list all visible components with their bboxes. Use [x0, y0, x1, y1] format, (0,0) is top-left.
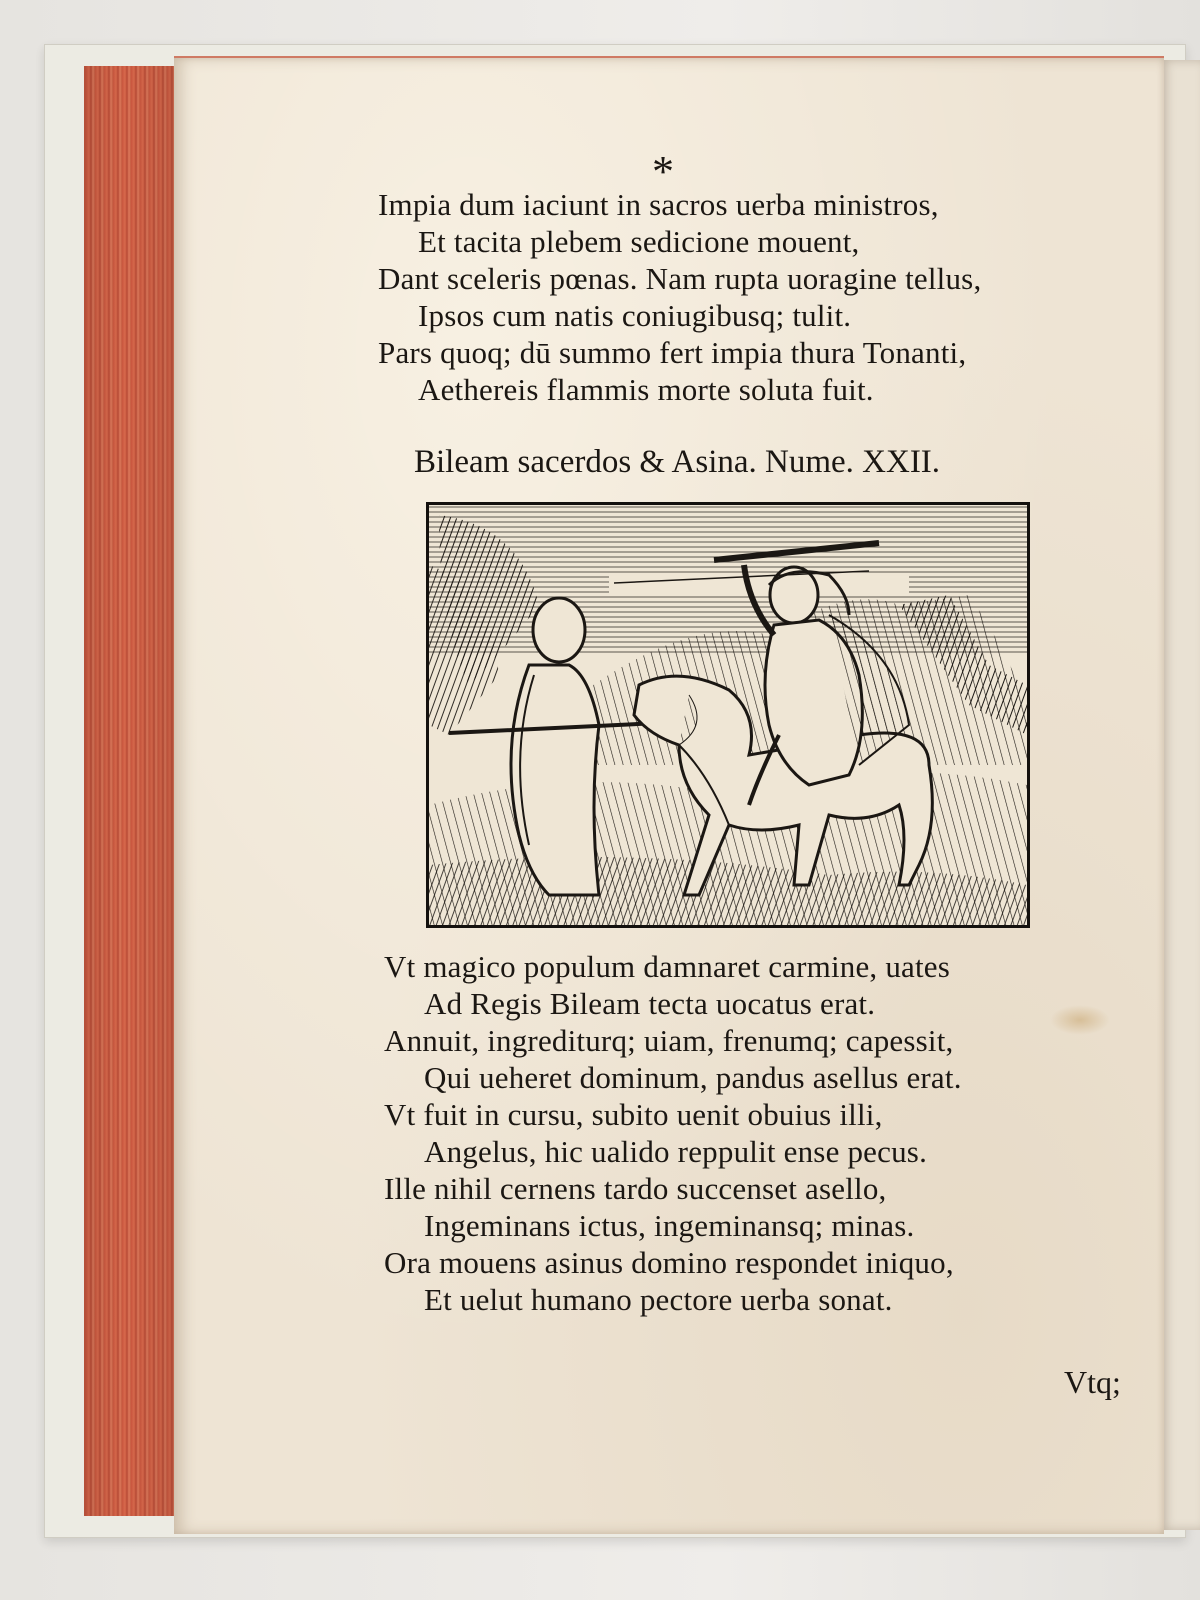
verse-bottom-line: Ad Regis Bileam tecta uocatus erat.: [424, 986, 876, 1021]
section-heading: Bileam sacerdos & Asina. Nume. XXII.: [414, 444, 941, 480]
ornament-asterisk: *: [652, 147, 674, 196]
verse-top-line: Dant sceleris pœnas. Nam rupta uoragine tellus,: [378, 261, 982, 296]
woodcut-picture: [429, 505, 1027, 925]
verse-top-line: Aethereis flammis morte soluta fuit.: [418, 372, 874, 407]
verse-bottom-line: Et uelut humano pectore uerba sonat.: [424, 1282, 893, 1317]
woodcut-illustration: [426, 502, 1030, 928]
verse-bottom-line: Vt fuit in cursu, subito uenit obuius illi,: [384, 1097, 883, 1132]
verse-top-line: Ipsos cum natis coniugibusq; tulit.: [418, 298, 852, 333]
verse-top-line: Impia dum iaciunt in sacros uerba ministros,: [378, 187, 939, 222]
red-page-edges: [84, 66, 186, 1516]
verse-top-line: Pars quoq; dū summo fert impia thura Tonanti,: [378, 335, 967, 370]
facing-page-edge: [1160, 60, 1200, 1530]
verse-bottom: [384, 948, 962, 1318]
verse-bottom-line: Vt magico populum damnaret carmine, uates: [384, 949, 951, 984]
verse-bottom-line: Qui ueheret dominum, pandus asellus erat.: [424, 1060, 962, 1095]
verse-bottom-line: Angelus, hic ualido reppulit ense pecus.: [424, 1134, 928, 1169]
catchword: Vtq;: [1064, 1364, 1121, 1400]
verse-bottom-line: Ingeminans ictus, ingeminansq; minas.: [424, 1208, 915, 1243]
verse-top-line: Et tacita plebem sedicione mouent,: [418, 224, 860, 259]
verse-bottom-line: Ora mouens asinus domino respondet iniquo,: [384, 1245, 954, 1280]
verse-top: [378, 186, 981, 408]
verse-bottom-line: Ille nihil cernens tardo succenset asello,: [384, 1171, 887, 1206]
verse-bottom-line: Annuit, ingrediturq; uiam, frenumq; capessit,: [384, 1023, 954, 1058]
foxing-stain: [1050, 1005, 1110, 1035]
